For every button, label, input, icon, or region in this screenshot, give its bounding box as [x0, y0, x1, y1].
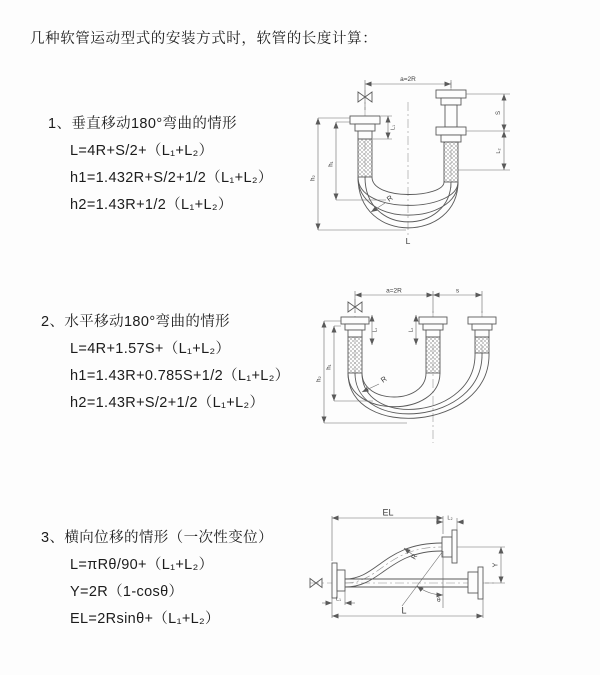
dimension-l: [332, 598, 483, 618]
h2-label: h₂: [316, 376, 323, 382]
formula-line: L=πRθ/90+（L₁+L₂）: [70, 557, 214, 573]
left-fitting: [350, 116, 380, 177]
l2-label: L₂: [496, 148, 502, 154]
hose-arcs: [348, 353, 489, 418]
l1-label: L₁: [336, 596, 341, 603]
displaced-fitting: [468, 317, 496, 353]
s-label: S: [496, 110, 502, 116]
left-fitting: [332, 563, 345, 598]
dimension-span: [355, 288, 482, 314]
formula-line: h2=1.43R+S/2+1/2（L₁+L₂）: [70, 395, 265, 411]
braid-section: [348, 337, 362, 373]
angle-construction: [402, 551, 443, 608]
dimension-l1: [372, 315, 379, 345]
l1-label: L₁: [390, 125, 397, 130]
braid-section: [426, 337, 440, 373]
middle-fitting: [419, 317, 447, 373]
section-3-heading: 3、横向位移的情形（一次性变位）: [41, 530, 273, 546]
h1-label: h₁: [328, 161, 335, 167]
right-fitting: [436, 90, 466, 182]
formula-line: h1=1.432R+S/2+1/2（L₁+L₂）: [70, 170, 273, 186]
braid-section: [358, 139, 372, 177]
s-label: s: [455, 287, 460, 295]
braid-section: [444, 142, 458, 182]
diagram-horizontal-180-bend: [315, 283, 530, 455]
l1-label: L₁: [372, 327, 379, 333]
l2-label: L₂: [408, 327, 415, 333]
length-label: L: [401, 605, 407, 616]
span-label: a=2R: [386, 287, 402, 295]
l2-label: L₂: [447, 515, 453, 522]
centerlines: [355, 299, 482, 443]
section-1-heading: 1、垂直移动180°弯曲的情形: [48, 116, 238, 132]
formula-line: h1=1.43R+0.785S+1/2（L₁+L₂）: [70, 368, 290, 384]
theta-label: θ: [437, 597, 441, 604]
span-label: a=2R: [400, 76, 416, 83]
braid-section: [475, 337, 489, 353]
dimension-l2: [436, 516, 464, 531]
centerlines: [365, 82, 451, 238]
radius-label: R: [384, 193, 395, 204]
lower-fitting: [468, 567, 483, 599]
radius-label: R: [378, 374, 389, 385]
left-fitting: [341, 317, 369, 373]
radius-label: R: [410, 553, 420, 561]
h2-label: h₂: [310, 175, 317, 181]
page-title: 几种软管运动型式的安装方式时，软管的长度计算：: [30, 31, 378, 47]
hose-arcs: [358, 177, 458, 228]
formula-line: h2=1.43R+1/2（L₁+L₂）: [70, 197, 233, 213]
formula-line: Y=2R（1-cosθ）: [70, 584, 184, 600]
upper-fitting: [442, 530, 457, 563]
formula-line: EL=2Rsinθ+（L₁+L₂）: [70, 611, 220, 627]
diagram-vertical-180-bend: [308, 70, 530, 262]
dimension-l1: [322, 591, 355, 605]
dimension-el: [332, 508, 443, 562]
dimension-l2: [409, 315, 417, 345]
length-label: L: [405, 236, 411, 246]
el-label: EL: [382, 507, 394, 518]
y-label: Y: [492, 562, 500, 568]
h1-label: h₁: [326, 364, 333, 370]
formula-line: L=4R+S/2+（L₁+L₂）: [70, 143, 214, 159]
section-2-heading: 2、水平移动180°弯曲的情形: [41, 314, 231, 330]
hose-s-curve: [345, 543, 442, 587]
dimension-h1: [329, 122, 387, 200]
dimension-s: [466, 94, 510, 131]
diagram-lateral-offset: [296, 506, 528, 634]
formula-line: L=4R+1.57S+（L₁+L₂）: [70, 341, 231, 357]
dimension-l2: [458, 131, 510, 170]
